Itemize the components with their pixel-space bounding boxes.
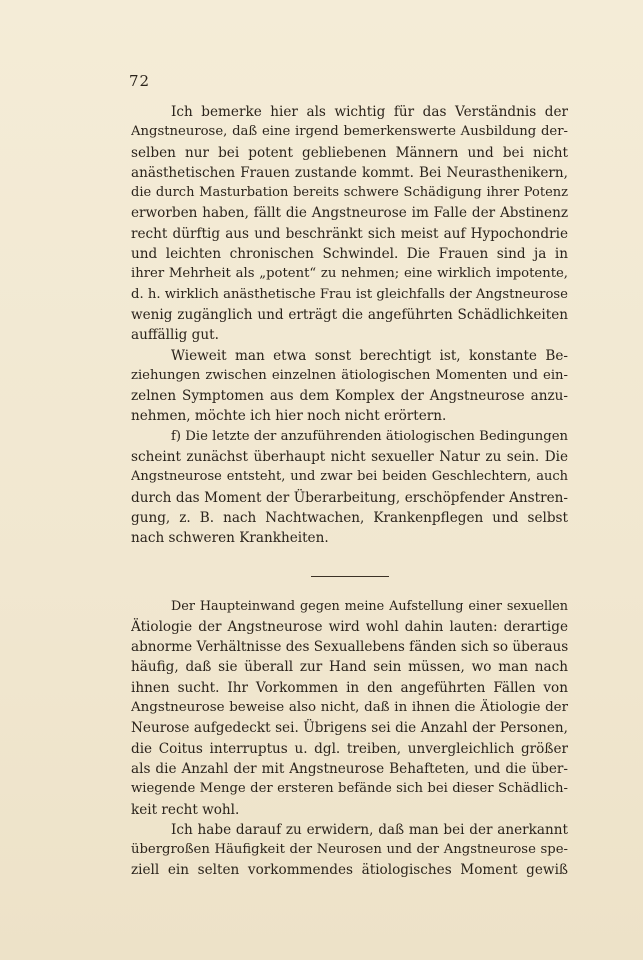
text-line: durch das Moment der Überarbeitung, erschöpfender Anstren-	[131, 489, 568, 506]
text-line: nach schweren Krankheiten.	[131, 530, 329, 547]
text-line: Wieweit man etwa sonst berechtigt ist, konstante Be-	[171, 347, 568, 364]
text-line: übergroßen Häufigkeit der Neurosen und der Angstneurose spe-	[131, 842, 568, 858]
text-line: ziell ein selten vorkommendes ätiologisches Moment gewiß	[131, 862, 568, 879]
text-line: d. h. wirklich anästhetische Frau ist gleichfalls der Angstneurose	[131, 286, 568, 302]
paragraph	[131, 597, 568, 820]
text-line: ziehungen zwischen einzelnen ätiologischen Momenten und ein-	[131, 367, 568, 383]
text-line: f) Die letzte der anzuführenden ätiologischen Bedingungen	[171, 428, 568, 444]
text-line: Neurose aufgedeckt sei. Übrigens sei die Anzahl der Personen,	[131, 720, 568, 737]
text-line: recht dürftig aus und beschränkt sich meist auf Hypochondrie	[131, 225, 568, 242]
text-line: Angstneurose beweise also nicht, daß in ihnen die Ätiologie der	[131, 700, 568, 716]
page-text	[131, 102, 568, 881]
text-line: scheint zunächst überhaupt nicht sexueller Natur zu sein. Die	[131, 449, 568, 466]
text-line: auffällig gut.	[131, 327, 219, 344]
text-line: als die Anzahl der mit Angstneurose Behafteten, und die über-	[131, 760, 568, 777]
text-line: die durch Masturbation bereits schwere Schädigung ihrer Potenz	[131, 185, 568, 201]
paragraph	[131, 820, 568, 881]
text-line: Ätiologie der Angstneurose wird wohl dahin lauten: derartige	[131, 618, 568, 635]
text-line: Angstneurose entsteht, und zwar bei beiden Geschlechtern, auch	[131, 469, 568, 485]
paragraph	[131, 102, 568, 346]
text-line: ihrer Mehrheit als „potent“ zu nehmen; eine wirklich impotente,	[131, 266, 568, 282]
text-line: nehmen, möchte ich hier noch nicht erörtern.	[131, 408, 447, 425]
page-number: 72	[129, 72, 151, 90]
text-line: ihnen sucht. Ihr Vorkommen in den angeführten Fällen von	[131, 679, 568, 696]
text-line: anästhetischen Frauen zustande kommt. Bei Neurasthenikern,	[131, 164, 568, 181]
text-line: erworben haben, fällt die Angstneurose im Falle der Abstinenz	[131, 205, 568, 222]
text-line: Der Haupteinwand gegen meine Aufstellung einer sexuellen	[171, 598, 568, 614]
text-line: wenig zugänglich und erträgt die angeführten Schädlichkeiten	[131, 306, 568, 323]
text-line: und leichten chronischen Schwindel. Die Frauen sind ja in	[131, 246, 568, 263]
text-line: selben nur bei potent gebliebenen Männern und bei nicht	[131, 144, 568, 161]
paragraph	[131, 427, 568, 549]
text-line: abnorme Verhältnisse des Sexuallebens fänden sich so überaus	[131, 639, 568, 656]
text-line: zelnen Symptomen aus dem Komplex der Angstneurose anzu-	[131, 388, 568, 405]
text-line: Ich bemerke hier als wichtig für das Verständnis der	[171, 104, 568, 120]
text-line: Ich habe darauf zu erwidern, daß man bei der anerkannt	[171, 821, 568, 838]
paragraph	[131, 346, 568, 427]
text-line: Angstneurose, daß eine irgend bemerkenswerte Ausbildung der-	[131, 124, 568, 140]
text-line: keit recht wohl.	[131, 801, 240, 818]
section-divider	[311, 576, 389, 577]
text-line: gung, z. B. nach Nachtwachen, Krankenpflegen und selbst	[131, 509, 568, 526]
text-line: häufig, daß sie überall zur Hand sein müssen, wo man nach	[131, 659, 568, 676]
text-line: die Coitus interruptus u. dgl. treiben, unvergleichlich größer	[131, 740, 568, 757]
text-line: wiegende Menge der ersteren befände sich bei dieser Schädlich-	[131, 781, 568, 797]
